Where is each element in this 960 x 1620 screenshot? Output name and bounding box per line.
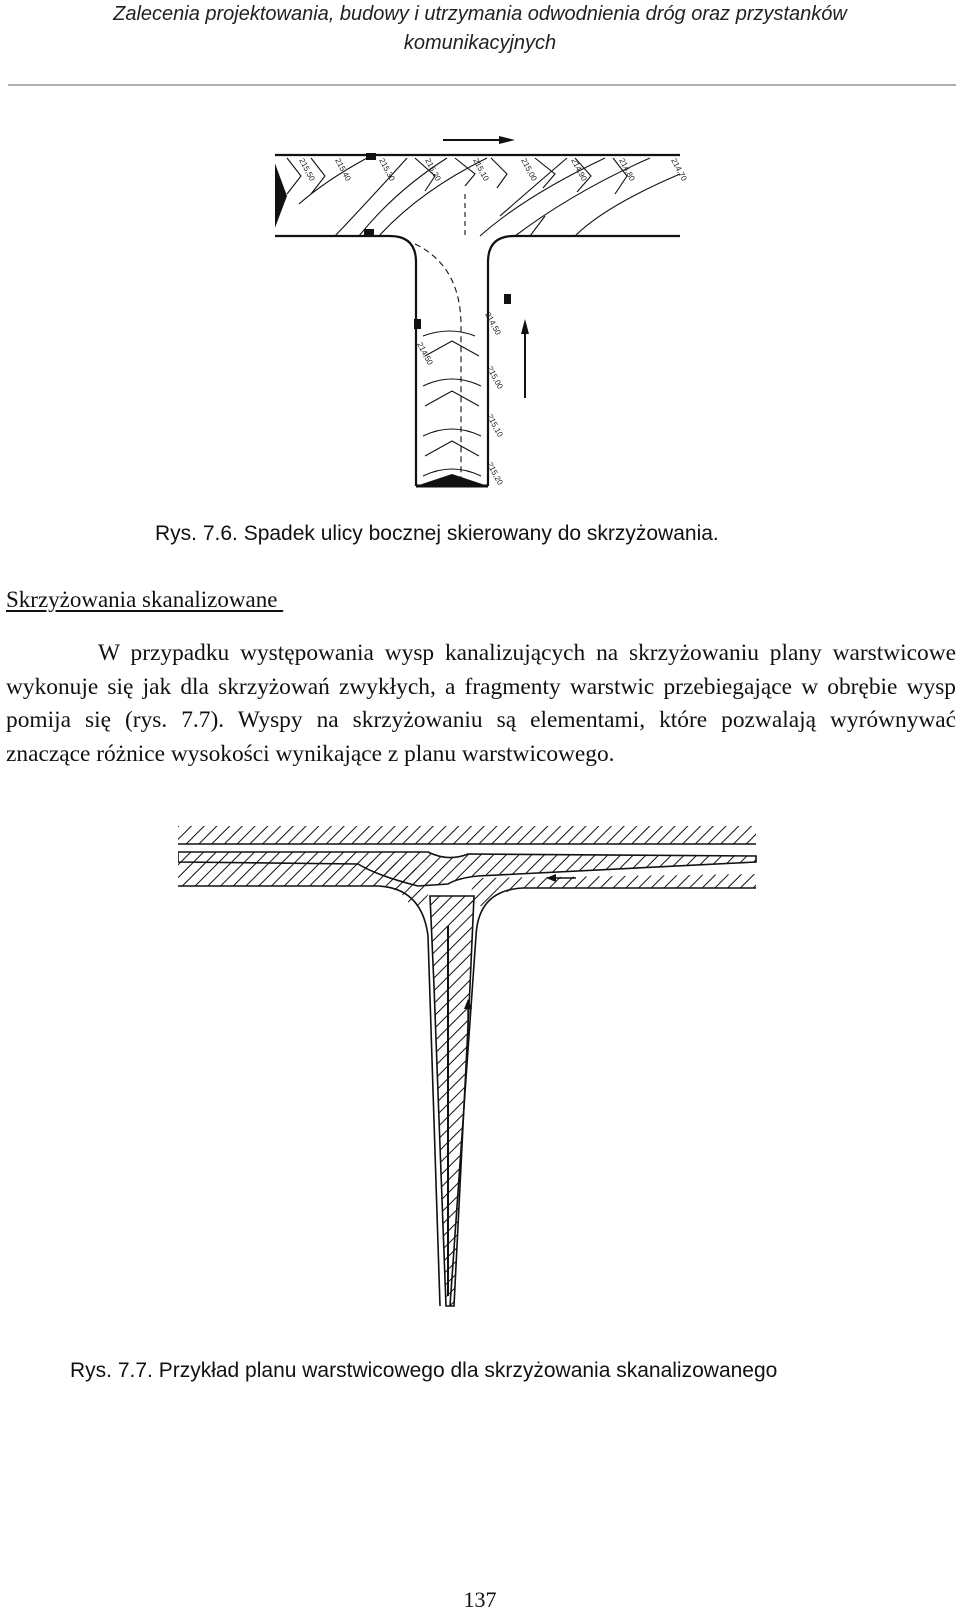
body-paragraph: W przypadku występowania wysp kanalizujących na skrzyżowaniu plany warstwicowe wykonuje się jak dla skrzyżowań zwykłych, a fragmenty warstwic przebiegające w obrębie wysp pomija się (rys. 7.7). Wyspy na skrzyżowaniu są elementami, które pozwalają wyrównywać znaczące różnice wysokości wynikające z planu warstwicowego. (6, 640, 956, 767)
hatch-band-top (178, 826, 756, 844)
inlet (414, 319, 421, 329)
top-contour-label: 215,20 (423, 156, 443, 183)
branch-contour-label: 215,10 (485, 412, 505, 439)
page-number: 137 (463, 1587, 497, 1612)
top-contour-label: 214,70 (669, 156, 689, 183)
inlet (504, 294, 511, 304)
branch-contour-label: 215,20 (485, 460, 505, 487)
flow-arrow-top-head (499, 136, 515, 144)
channelizing-island-branch (430, 896, 474, 1306)
running-header-line-2: komunikacyjnych (403, 32, 557, 54)
branch-contour-label: 215,00 (485, 364, 505, 391)
section-heading: Skrzyżowania skanalizowane (6, 587, 284, 612)
hatch-band-left (178, 862, 433, 906)
top-contour-label: 215,50 (297, 156, 317, 183)
figure-7-7-caption: Rys. 7.7. Przykład planu warstwicowego dla skrzyżowania skanalizowanego (70, 1359, 778, 1382)
figure-7-7-drawing (178, 826, 786, 1356)
t-junction-contour-plan (275, 136, 710, 504)
branch-edge-left (378, 886, 440, 1306)
branch-end-wedge (416, 474, 488, 486)
branch-edge-left (390, 236, 416, 486)
running-header-line-1: Zalecenia projektowania, budowy i utrzymania odwodnienia dróg oraz przystanków (113, 3, 847, 25)
figure-7-6-drawing (275, 136, 710, 504)
running-header (0, 0, 960, 58)
figure-7-6-caption: Rys. 7.6. Spadek ulicy bocznej skierowany do skrzyżowania. (155, 522, 719, 545)
flow-arrow-branch-head (521, 319, 529, 334)
top-contour-label: 215,10 (471, 156, 491, 183)
header-rule (8, 84, 956, 86)
top-contour-label: 214,80 (617, 156, 637, 183)
centreline-branch (415, 244, 461, 486)
branch-contour-label: 214,50 (415, 340, 435, 367)
inlet (364, 229, 374, 236)
channelized-junction-contour-plan (178, 826, 786, 1356)
top-contour-label: 215,40 (333, 156, 353, 183)
inlet (366, 153, 376, 160)
top-contour-label: 215,00 (519, 156, 539, 183)
branch-contour-label: 214,50 (483, 310, 503, 337)
top-contour-label: 214,90 (569, 156, 589, 183)
top-contour-label: 215,30 (377, 156, 397, 183)
flow-wedge-left (275, 158, 287, 233)
branch-edge-right (488, 236, 514, 486)
